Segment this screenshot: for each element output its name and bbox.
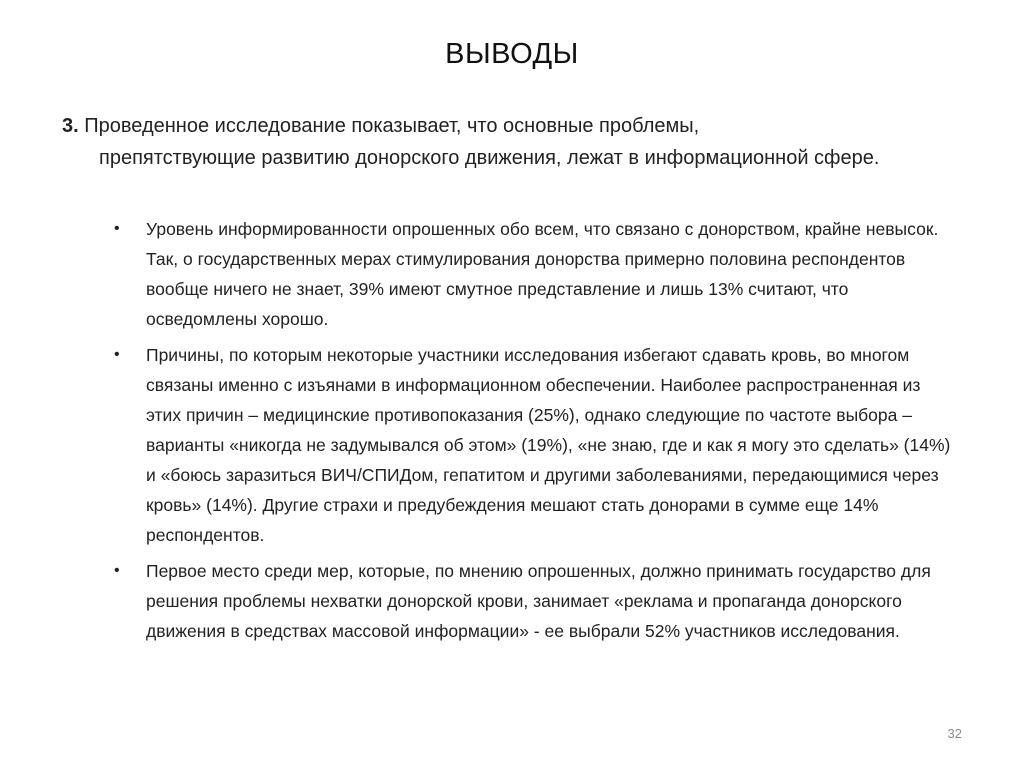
main-point-first-line: Проведенное исследование показывает, что основные проблемы, — [84, 115, 700, 137]
bullet-icon: • — [114, 220, 120, 237]
main-point-continuation: препятствующие развитию донорского движения, лежат в информационной сфере. — [99, 147, 880, 169]
bullet-item — [110, 214, 960, 334]
bullet-icon: • — [114, 562, 120, 579]
bullet-list — [110, 214, 960, 652]
bullet-item — [110, 556, 960, 646]
main-point-number: 3. — [62, 115, 79, 137]
bullet-icon: • — [114, 346, 120, 363]
page-number: 32 — [947, 726, 962, 741]
bullet-item — [110, 340, 960, 550]
bullet-text: Уровень информированности опрошенных обо всем, что связано с донорством, крайне невысок. Так, о государственных мерах стимулирования донорства примерно половина респондентов вообще ничего не знает, 39% имеют смутное представление и лишь 13% считают, что осведомлены хорошо. — [146, 219, 939, 329]
main-point — [62, 110, 962, 174]
slide-title: ВЫВОДЫ — [445, 38, 579, 70]
bullet-text: Причины, по которым некоторые участники исследования избегают сдавать кровь, во многом связаны именно с изъянами в информационном обеспечении. Наиболее распространенная из этих причин – медицинские противопоказания (25%), однако следующие по частоте выбора – варианты «никогда не задумывался об этом» (19%), «не знаю, где и как я могу это сделать» (14%) и «боюсь заразиться ВИЧ/СПИДом, гепатитом и другими заболеваниями, передающимися через кровь» (14%). Другие страхи и предубеждения мешают стать донорами в сумме еще 14% респондентов. — [146, 345, 951, 545]
bullet-text: Первое место среди мер, которые, по мнению опрошенных, должно принимать государство для решения проблемы нехватки донорской крови, занимает «реклама и пропаганда донорского движения в средствах массовой информации» - ее выбрали 52% участников исследования. — [146, 561, 931, 641]
